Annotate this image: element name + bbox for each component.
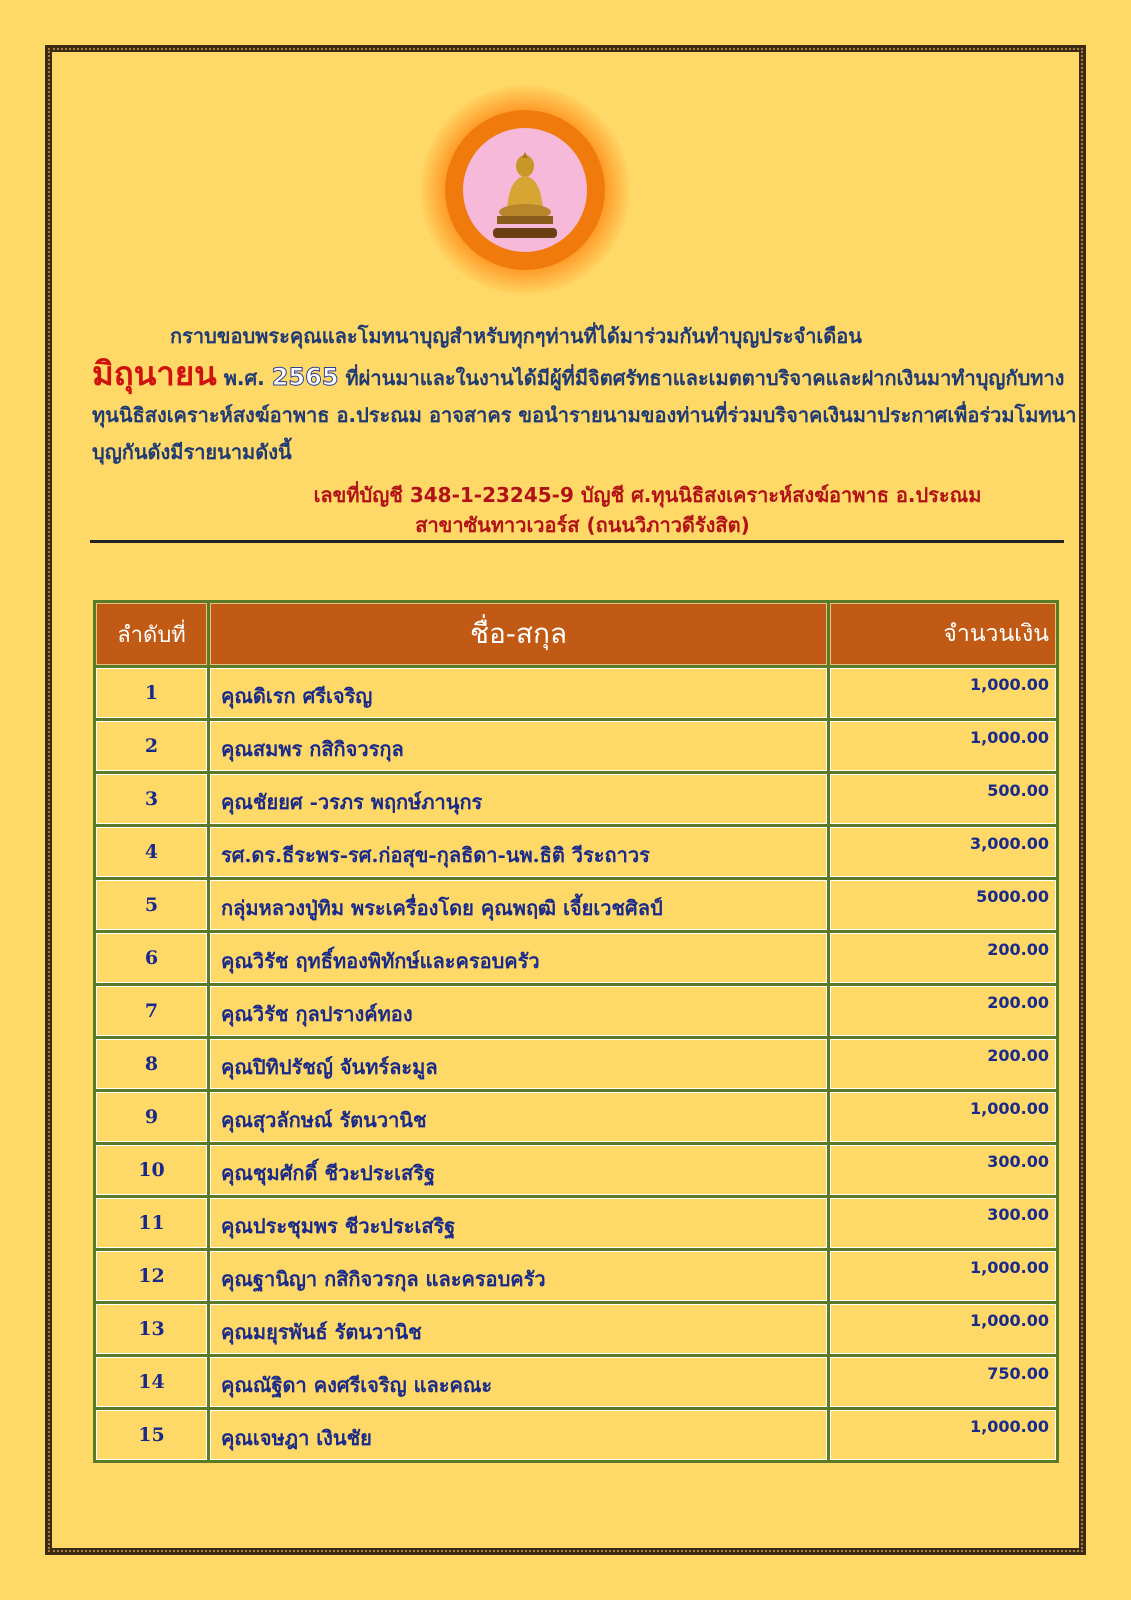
header-no: ลำดับที่: [96, 603, 207, 665]
table-row: [96, 1304, 1056, 1354]
logo-center: [463, 128, 587, 252]
intro-text-2: ที่ผ่านมาและในงานได้มีผู้ที่มีจิตศรัทธาและเมตตาบริจาคและฝากเงินมาทำบุญกับทางทุนนิธิสงเคราะห์สงฆ์อาพาธ อ.ประณม อาจสาคร ขอนำรายนามของท่านที่ร่วมบริจาคเงินมาประกาศเพื่อร่วมโมทนาบุญกันดังมีรายนามดังนี้: [92, 366, 1077, 464]
donor-name: คุณมยุรพันธ์ รัตนวานิช: [210, 1304, 827, 1354]
account-info: [90, 480, 1065, 540]
donation-amount: 200.00: [830, 933, 1056, 983]
row-number: 8: [96, 1039, 207, 1089]
intro-paragraph: [92, 318, 1080, 471]
row-number: 6: [96, 933, 207, 983]
donation-amount: 500.00: [830, 774, 1056, 824]
donation-amount: 750.00: [830, 1357, 1056, 1407]
row-number: 4: [96, 827, 207, 877]
table-row: [96, 774, 1056, 824]
donor-table: [93, 600, 1059, 1463]
donation-amount: 200.00: [830, 986, 1056, 1036]
divider: [90, 540, 1064, 543]
donor-name: คุณสมพร กสิกิจวรกุล: [210, 721, 827, 771]
logo-ring: [445, 110, 605, 270]
table-row: [96, 1145, 1056, 1195]
table-row: [96, 933, 1056, 983]
table-row: [96, 1198, 1056, 1248]
year-value: 2565: [271, 363, 339, 391]
table-row: [96, 827, 1056, 877]
row-number: 14: [96, 1357, 207, 1407]
donor-name: คุณปิทิปรัชญ์ จันทร์ละมูล: [210, 1039, 827, 1089]
account-branch-line: สาขาซันทาวเวอร์ส (ถนนวิภาวดีรังสิต): [415, 513, 750, 537]
header-name: ชื่อ-สกุล: [210, 603, 827, 665]
donation-amount: 1,000.00: [830, 721, 1056, 771]
table-row: [96, 668, 1056, 718]
donor-name: คุณณัฐิดา คงศรีเจริญ และคณะ: [210, 1357, 827, 1407]
donation-amount: 200.00: [830, 1039, 1056, 1089]
donation-amount: 1,000.00: [830, 1251, 1056, 1301]
foundation-logo: [420, 85, 630, 295]
table-row: [96, 1410, 1056, 1460]
row-number: 5: [96, 880, 207, 930]
table-row: [96, 986, 1056, 1036]
row-number: 3: [96, 774, 207, 824]
row-number: 11: [96, 1198, 207, 1248]
era-label: พ.ศ.: [223, 366, 265, 390]
donor-name: คุณเจษฎา เงินชัย: [210, 1410, 827, 1460]
table-row: [96, 1039, 1056, 1089]
row-number: 15: [96, 1410, 207, 1460]
row-number: 12: [96, 1251, 207, 1301]
row-number: 13: [96, 1304, 207, 1354]
donor-name: คุณวิรัช ฤทธิ์ทองพิทักษ์และครอบครัว: [210, 933, 827, 983]
donor-name: กลุ่มหลวงปู่ทิม พระเครื่องโดย คุณพฤฒิ เจี้ยเวชศิลป์: [210, 880, 827, 930]
table-header-row: [96, 603, 1056, 665]
donor-table-body: [96, 668, 1056, 1460]
logo-ribbon: [493, 228, 557, 238]
account-number-line: เลขที่บัญชี 348-1-23245-9 บัญชี ศ.ทุนนิธิสงเคราะห์สงฆ์อาพาธ อ.ประณม: [313, 483, 982, 507]
row-number: 9: [96, 1092, 207, 1142]
donor-name: คุณดิเรก ศรีเจริญ: [210, 668, 827, 718]
donation-amount: 1,000.00: [830, 1092, 1056, 1142]
row-number: 7: [96, 986, 207, 1036]
donation-amount: 3,000.00: [830, 827, 1056, 877]
table-row: [96, 880, 1056, 930]
month-name: มิถุนายน: [92, 354, 217, 393]
donor-name: คุณสุวลักษณ์ รัตนวานิช: [210, 1092, 827, 1142]
donation-amount: 300.00: [830, 1198, 1056, 1248]
row-number: 2: [96, 721, 207, 771]
donation-amount: 1,000.00: [830, 1410, 1056, 1460]
intro-text-1: กราบขอบพระคุณและโมทนาบุญสำหรับทุกๆท่านที่ได้มาร่วมกันทำบุญประจำเดือน: [170, 324, 862, 348]
donation-amount: 300.00: [830, 1145, 1056, 1195]
donation-amount: 1,000.00: [830, 668, 1056, 718]
donor-name: คุณชุมศักดิ์ ชีวะประเสริฐ: [210, 1145, 827, 1195]
donor-name: คุณชัยยศ -วรภร พฤกษ์ภานุกร: [210, 774, 827, 824]
table-row: [96, 1092, 1056, 1142]
donor-name: คุณวิรัช กุลปรางค์ทอง: [210, 986, 827, 1036]
donation-amount: 5000.00: [830, 880, 1056, 930]
table-row: [96, 1251, 1056, 1301]
donor-name: คุณประชุมพร ชีวะประเสริฐ: [210, 1198, 827, 1248]
donation-amount: 1,000.00: [830, 1304, 1056, 1354]
donor-name: รศ.ดร.ธีระพร-รศ.ก่อสุข-กุลธิดา-นพ.ธิติ วีระถาวร: [210, 827, 827, 877]
table-row: [96, 1357, 1056, 1407]
table-row: [96, 721, 1056, 771]
donor-name: คุณฐานิญา กสิกิจวรกุล และครอบครัว: [210, 1251, 827, 1301]
row-number: 1: [96, 668, 207, 718]
row-number: 10: [96, 1145, 207, 1195]
header-amount: จำนวนเงิน: [830, 603, 1056, 665]
